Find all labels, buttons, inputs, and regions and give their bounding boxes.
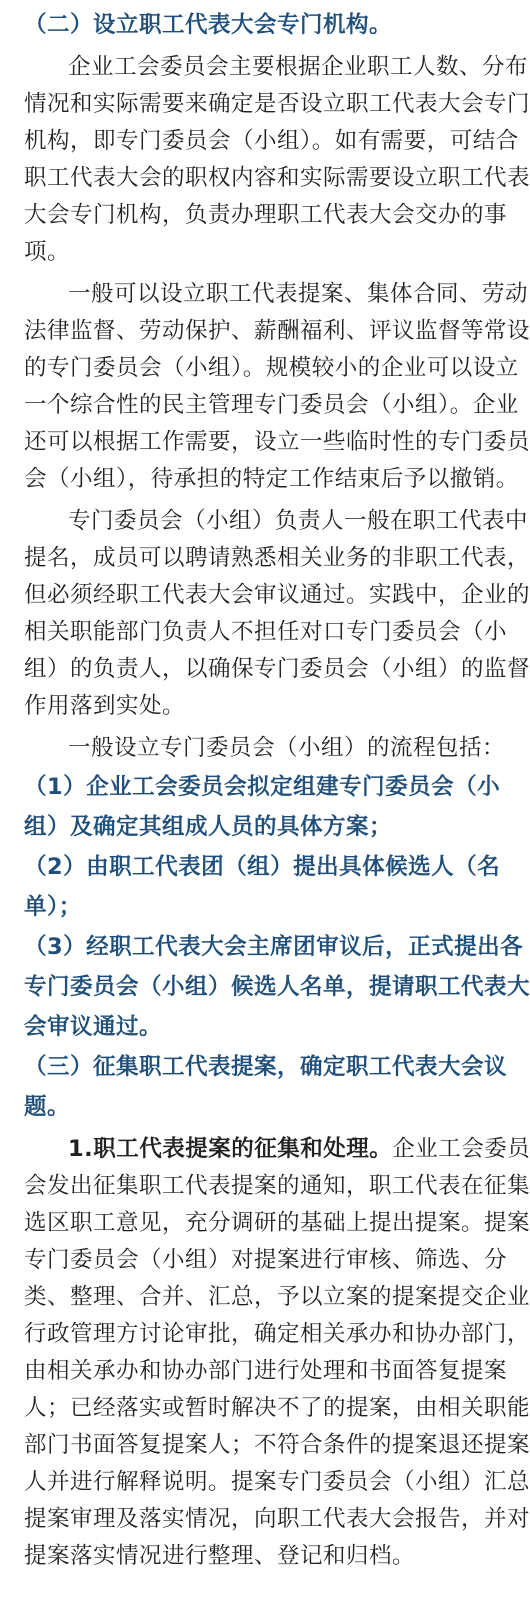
step-2-line: 单）； — [24, 894, 82, 920]
paragraph-line: 企业工会委员会主要根据企业职工人数、分布 — [68, 54, 529, 80]
paragraph-line: 一般设立专门委员会（小组）的流程包括： — [68, 735, 506, 761]
section2-heading: （二）设立职工代表大会专门机构。 — [24, 12, 393, 38]
paragraph-line: 部门书面答复提案人；不符合条件的提案退还提案 — [24, 1432, 530, 1458]
paragraph-line: 由相关承办和协办部门进行处理和书面答复提案 — [24, 1358, 508, 1384]
paragraph-line: 选区职工意见，充分调研的基础上提出提案。提案 — [24, 1210, 530, 1236]
paragraph-line: 提案落实情况进行整理、登记和归档。 — [24, 1543, 416, 1569]
subsection-first-line — [68, 1133, 530, 1165]
paragraph-line: 的专门委员会（小组）。规模较小的企业可以设立 — [24, 355, 519, 381]
paragraph-text: 企业工会委员 — [392, 1136, 530, 1162]
paragraph-line: 专门委员会（小组）对提案进行审核、筛选、分 — [24, 1247, 508, 1273]
step-3-line: （3）经职工代表大会主席团审议后，正式提出各 — [24, 934, 524, 960]
paragraph-line: 人；已经落实或暂时解决不了的提案，由相关职能 — [24, 1395, 530, 1421]
paragraph-line: 专门委员会（小组）负责人一般在职工代表中 — [68, 508, 529, 534]
paragraph-line: 情况和实际需要来确定是否设立职工代表大会专门 — [24, 91, 530, 117]
paragraph-line: 一般可以设立职工代表提案、集体合同、劳动 — [68, 281, 529, 307]
paragraph-line: 相关职能部门负责人不担任对口专门委员会（小 — [24, 619, 508, 645]
section3-heading: 题。 — [24, 1094, 71, 1120]
paragraph-line: 一个综合性的民主管理专门委员会（小组）。企业 — [24, 392, 519, 418]
paragraph-line: 人并进行解释说明。提案专门委员会（小组）汇总 — [24, 1469, 530, 1495]
paragraph-line: 提名，成员可以聘请熟悉相关业务的非职工代表， — [24, 545, 530, 571]
step-1-line: （1）企业工会委员会拟定组建专门委员会（小 — [24, 774, 501, 800]
section3-heading: （三）征集职工代表提案，确定职工代表大会议 — [24, 1054, 508, 1080]
paragraph-line: 组）的负责人，以确保专门委员会（小组）的监督 — [24, 656, 530, 682]
paragraph-line: 类、整理、合并、汇总，予以立案的提案提交企业 — [24, 1284, 530, 1310]
paragraph-line: 但必须经职工代表大会审议通过。实践中，企业的 — [24, 582, 530, 608]
paragraph-line: 职工代表大会的职权内容和实际需要设立职工代表 — [24, 165, 530, 191]
step-1-line: 组）及确定其组成人员的具体方案； — [24, 814, 393, 840]
step-2-line: （2）由职工代表团（组）提出具体候选人（名 — [24, 854, 501, 880]
step-3-line: 会审议通过。 — [24, 1014, 163, 1040]
paragraph-line: 还可以根据工作需要，设立一些临时性的专门委员 — [24, 429, 530, 455]
paragraph-line: 大会专门机构，负责办理职工代表大会交办的事 — [24, 202, 508, 228]
paragraph-line: 法律监督、劳动保护、薪酬福利、评议监督等常设 — [24, 318, 530, 344]
paragraph-line: 行政管理方讨论审批，确定相关承办和协办部门， — [24, 1321, 530, 1347]
paragraph-line: 会发出征集职工代表提案的通知，职工代表在征集 — [24, 1173, 530, 1199]
paragraph-line: 机构，即专门委员会（小组）。如有需要，可结合 — [24, 128, 519, 154]
step-3-line: 专门委员会（小组）候选人名单，提请职工代表大 — [24, 974, 530, 1000]
paragraph-line: 提案审理及落实情况，向职工代表大会报告，并对 — [24, 1506, 530, 1532]
paragraph-line: 会（小组），待承担的特定工作结束后予以撤销。 — [24, 466, 519, 492]
paragraph-line: 项。 — [24, 239, 71, 265]
subsection-title: 1.职工代表提案的征集和处理。 — [68, 1136, 393, 1162]
paragraph-line: 作用落到实处。 — [24, 693, 186, 719]
